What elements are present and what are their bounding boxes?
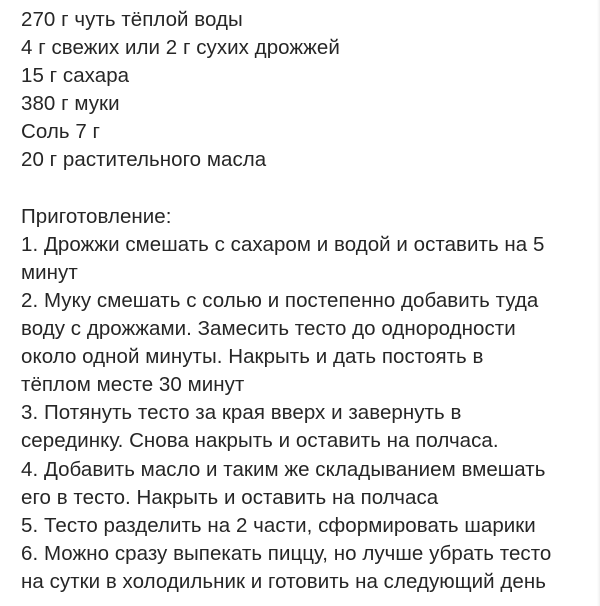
ingredient-sugar: 15 г сахара: [21, 64, 130, 88]
step-line: 2. Муку смешать с солью и постепенно добавить туда: [21, 288, 539, 312]
ingredient-yeast: 4 г свежих или 2 г сухих дрожжей: [21, 36, 340, 60]
step-line: около одной минуты. Накрыть и дать постоять в: [21, 345, 484, 369]
step-line: на сутки в холодильник и готовить на следующий день: [21, 569, 546, 593]
preparation-steps: [21, 231, 600, 596]
step-line: серединку. Снова накрыть и оставить на полчаса.: [21, 429, 499, 453]
ingredient-oil: 20 г растительного масла: [21, 148, 267, 172]
ingredients-list: [21, 6, 600, 175]
step-line: 1. Дрожжи смешать с сахаром и водой и оставить на 5: [21, 232, 545, 256]
ingredient-water: 270 г чуть тёплой воды: [21, 8, 243, 31]
step-line: воду с дрожжами. Замесить тесто до однородности: [21, 317, 516, 341]
preparation-heading: Приготовление:: [21, 204, 172, 228]
step-line: его в тесто. Накрыть и оставить на полчаса: [21, 485, 439, 509]
step-line: 6. Можно сразу выпекать пиццу, но лучше убрать тесто: [21, 541, 552, 565]
step-line: минут: [21, 260, 78, 284]
ingredient-salt: Соль 7 г: [21, 120, 101, 144]
ingredient-flour: 380 г муки: [21, 92, 120, 116]
step-line: 3. Потянуть тесто за края вверх и завернуть в: [21, 401, 462, 425]
step-line: тёплом месте 30 минут: [21, 373, 245, 397]
step-line: 4. Добавить масло и таким же складыванием вмешать: [21, 457, 546, 481]
paragraph-gap: [21, 175, 600, 203]
step-line: 5. Тесто разделить на 2 части, сформировать шарики: [21, 513, 536, 537]
